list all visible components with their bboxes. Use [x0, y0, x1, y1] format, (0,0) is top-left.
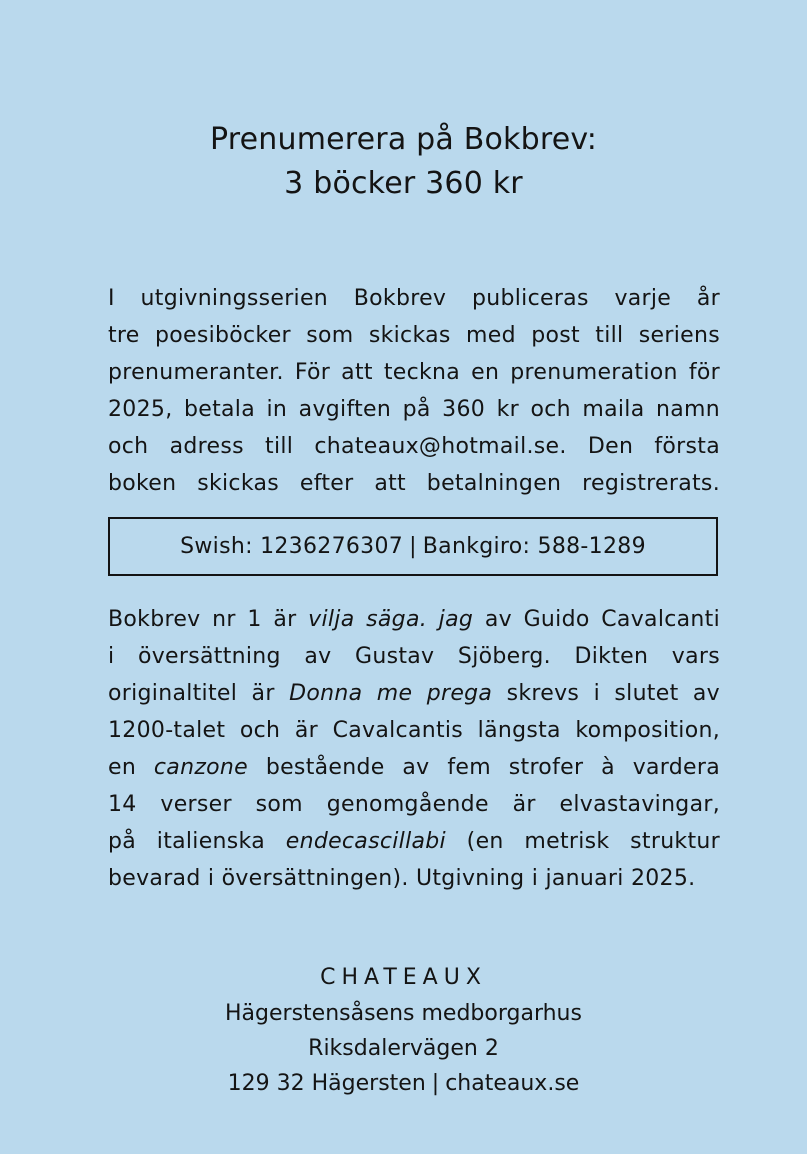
title-line-1: Prenumerera på Bokbrev:	[209, 122, 598, 157]
text-segment: Bokbrev nr 1 är	[108, 607, 309, 632]
intro-paragraph	[108, 280, 720, 502]
text-segment: originaltitel är	[108, 681, 290, 706]
payment-info-box	[108, 517, 718, 576]
bankgiro-number: Bankgiro: 588-1289	[422, 534, 646, 559]
intro-line: tre poesiböcker som skickas med post till seriens	[108, 323, 720, 348]
text-segment: bestående av fem strofer à vardera	[248, 755, 720, 780]
intro-line: 2025, betala in avgiften på 360 kr och maila namn	[108, 397, 720, 422]
website-link[interactable]: chateaux.se	[445, 1071, 580, 1096]
street-address: Riksdalervägen 2	[308, 1036, 499, 1061]
page-title	[0, 118, 807, 206]
description-line	[108, 823, 720, 860]
intro-line: prenumeranter. För att teckna en prenumeration för	[108, 360, 720, 385]
postal-line	[0, 1066, 807, 1101]
publisher-name: CHATEAUX	[320, 965, 487, 990]
book-title: vilja säga. jag	[308, 607, 474, 632]
text-segment: en	[108, 755, 154, 780]
intro-line: boken skickas efter att betalningen registrerats.	[108, 471, 720, 496]
original-title: Donna me prega	[289, 681, 493, 706]
description-line	[108, 675, 720, 712]
term-endecascillabi: endecascillabi	[285, 829, 446, 854]
payment-separator: |	[409, 534, 417, 559]
footer-separator: |	[431, 1071, 440, 1096]
swish-number: Swish: 1236276307	[180, 534, 404, 559]
term-canzone: canzone	[153, 755, 249, 780]
publisher-footer	[0, 960, 807, 1101]
text-segment: på italienska	[108, 829, 286, 854]
title-line-2: 3 böcker 360 kr	[284, 166, 523, 201]
postal-address: 129 32 Hägersten	[227, 1071, 426, 1096]
description-line: i översättning av Gustav Sjöberg. Dikten vars	[108, 644, 720, 669]
venue-name: Hägerstensåsens medborgarhus	[225, 1001, 582, 1026]
description-paragraph	[108, 601, 720, 897]
description-line: 1200-talet och är Cavalcantis längsta komposition,	[108, 718, 720, 743]
text-segment: (en metrisk struktur	[445, 829, 720, 854]
description-line	[108, 749, 720, 786]
description-line: bevarad i översättningen). Utgivning i januari 2025.	[108, 866, 696, 891]
text-segment: skrevs i slutet av	[492, 681, 720, 706]
intro-line: I utgivningsserien Bokbrev publiceras varje år	[108, 286, 720, 311]
description-line	[108, 601, 720, 638]
description-line: 14 verser som genomgående är elvastavingar,	[108, 792, 720, 817]
text-segment: av Guido Cavalcanti	[473, 607, 720, 632]
intro-line: och adress till chateaux@hotmail.se. Den första	[108, 434, 720, 459]
